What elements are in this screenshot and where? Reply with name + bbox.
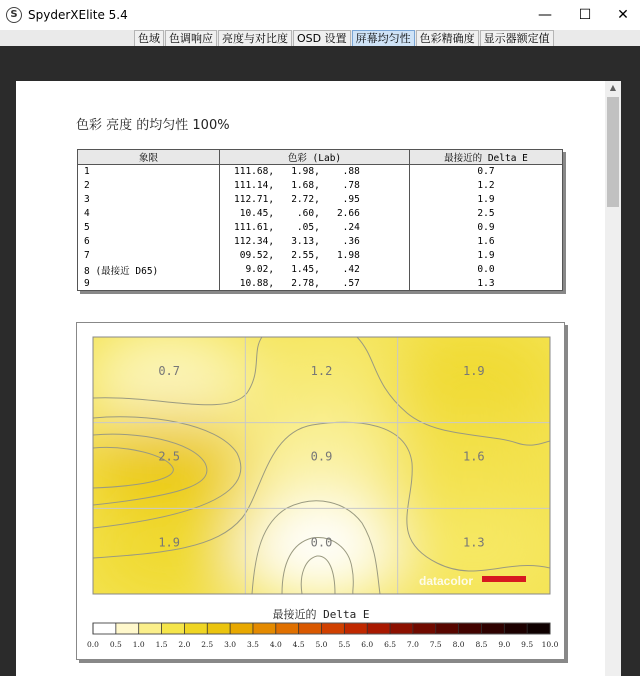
app-icon: S <box>6 7 22 23</box>
tab-gamut[interactable]: 色域 <box>134 30 164 46</box>
delta-e-cell: 0.7 <box>410 165 563 179</box>
quadrant-cell: 5 <box>78 221 220 235</box>
legend-swatch <box>139 623 162 634</box>
delta-e-cell: 1.3 <box>410 277 563 291</box>
column-header-delta-e: 最接近的 Delta E <box>410 150 563 165</box>
uniformity-heatmap-panel <box>76 322 565 660</box>
column-header-lab: 色彩 (Lab) <box>220 150 410 165</box>
legend-tick-label: 10.0 <box>541 640 559 649</box>
table-row <box>78 221 563 235</box>
legend-tick-label: 6.5 <box>384 640 397 649</box>
legend-tick-label: 5.5 <box>338 640 351 649</box>
delta-e-cell: 1.9 <box>410 193 563 207</box>
legend-swatch <box>93 623 116 634</box>
datacolor-watermark: datacolor <box>419 574 474 588</box>
quadrant-value-7: 1.9 <box>158 535 181 550</box>
legend-swatch <box>322 623 345 634</box>
delta-e-cell: 1.6 <box>410 235 563 249</box>
legend-tick-label: 0.0 <box>87 640 99 649</box>
delta-e-cell: 1.2 <box>410 179 563 193</box>
legend-tick-label: 4.5 <box>292 640 305 649</box>
vertical-scrollbar[interactable] <box>605 81 621 676</box>
legend-tick-label: 1.0 <box>132 640 145 649</box>
quadrant-value-6: 1.6 <box>462 449 485 464</box>
legend-swatch <box>344 623 367 634</box>
quadrant-cell: 9 <box>78 277 220 291</box>
table-row <box>78 249 563 263</box>
lab-cell: 111.68, 1.98, .88 <box>220 165 410 179</box>
legend-swatch <box>504 623 527 634</box>
legend-tick-label: 8.5 <box>475 640 488 649</box>
legend-tick-label: 2.0 <box>178 640 191 649</box>
table-row <box>78 165 563 179</box>
legend-swatch <box>276 623 299 634</box>
legend-tick-label: 9.5 <box>521 640 534 649</box>
color-scale-legend <box>87 623 559 649</box>
lab-cell: 111.14, 1.68, .78 <box>220 179 410 193</box>
quadrant-cell: 6 <box>78 235 220 249</box>
tab-tone-response[interactable]: 色调响应 <box>165 30 217 46</box>
table-row <box>78 263 563 277</box>
legend-swatch <box>116 623 139 634</box>
legend-tick-label: 1.5 <box>155 640 168 649</box>
scrollbar-thumb[interactable] <box>607 97 619 207</box>
tab-brightness-contrast[interactable]: 亮度与对比度 <box>218 30 292 46</box>
legend-tick-label: 3.5 <box>246 640 259 649</box>
title-bar <box>0 0 640 30</box>
tab-bar <box>134 30 555 46</box>
watermark-bar <box>482 576 526 582</box>
legend-swatch <box>184 623 207 634</box>
legend-tick-label: 6.0 <box>361 640 374 649</box>
legend-swatch <box>367 623 390 634</box>
quadrant-value-1: 0.7 <box>158 364 181 378</box>
table-row <box>78 179 563 193</box>
report-viewer <box>0 46 640 676</box>
quadrant-cell: 4 <box>78 207 220 221</box>
delta-e-cell: 2.5 <box>410 207 563 221</box>
legend-tick-label: 5.0 <box>315 640 328 649</box>
legend-swatch <box>162 623 185 634</box>
column-header-quadrant: 象限 <box>78 150 220 165</box>
report-page <box>16 81 605 676</box>
legend-tick-label: 8.0 <box>452 640 465 649</box>
legend-tick-label: 0.5 <box>109 640 122 649</box>
legend-swatch <box>481 623 504 634</box>
quadrant-value-9: 1.3 <box>462 535 485 550</box>
lab-cell: 9.02, 1.45, .42 <box>220 263 410 277</box>
heat-cell-9 <box>390 500 558 603</box>
legend-tick-label: 7.0 <box>406 640 419 649</box>
lab-cell: 112.71, 2.72, .95 <box>220 193 410 207</box>
table-row <box>78 235 563 249</box>
heat-cell-8 <box>238 500 406 603</box>
legend-tick-label: 3.0 <box>224 640 237 649</box>
legend-tick-label: 4.0 <box>269 640 282 649</box>
quadrant-cell: 3 <box>78 193 220 207</box>
table-header-row <box>78 150 563 165</box>
minimize-button[interactable]: — <box>538 7 552 23</box>
tab-screen-uniformity[interactable]: 屏幕均匀性 <box>352 30 415 46</box>
lab-cell: 09.52, 2.55, 1.98 <box>220 249 410 263</box>
legend-swatch <box>253 623 276 634</box>
delta-e-cell: 0.0 <box>410 263 563 277</box>
uniformity-heatmap <box>77 323 566 661</box>
lab-cell: 111.61, .05, .24 <box>220 221 410 235</box>
tab-display-rating[interactable]: 显示器额定值 <box>480 30 554 46</box>
legend-tick-label: 7.5 <box>429 640 442 649</box>
tab-color-accuracy[interactable]: 色彩精确度 <box>416 30 479 46</box>
scroll-up-arrow-icon[interactable]: ▲ <box>609 83 617 92</box>
table-row <box>78 277 563 291</box>
quadrant-cell: 1 <box>78 165 220 179</box>
legend-tick-label: 9.0 <box>498 640 511 649</box>
quadrant-value-3: 1.9 <box>462 364 485 378</box>
legend-swatch <box>413 623 436 634</box>
legend-swatch <box>459 623 482 634</box>
lab-cell: 10.88, 2.78, .57 <box>220 277 410 291</box>
window-title: SpyderXElite 5.4 <box>28 8 128 22</box>
quadrant-value-5: 0.9 <box>310 449 333 464</box>
maximize-button[interactable]: ☐ <box>578 7 592 23</box>
legend-swatch <box>390 623 413 634</box>
legend-title: 最接近的 Delta E <box>272 608 370 621</box>
report-title: 色彩 亮度 的均匀性 100% <box>76 118 230 133</box>
quadrant-value-4: 2.5 <box>158 449 181 464</box>
close-button[interactable]: ✕ <box>617 7 629 23</box>
legend-swatch <box>207 623 230 634</box>
quadrant-cell: 2 <box>78 179 220 193</box>
quadrant-value-2: 1.2 <box>310 364 333 378</box>
delta-e-cell: 1.9 <box>410 249 563 263</box>
legend-swatch <box>527 623 550 634</box>
lab-cell: 10.45, .60, 2.66 <box>220 207 410 221</box>
lab-cell: 112.34, 3.13, .36 <box>220 235 410 249</box>
uniformity-table <box>77 149 563 291</box>
table-row <box>78 193 563 207</box>
legend-swatch <box>436 623 459 634</box>
table-row <box>78 207 563 221</box>
quadrant-value-8: 0.0 <box>310 535 333 550</box>
quadrant-cell: 7 <box>78 249 220 263</box>
legend-tick-label: 2.5 <box>201 640 214 649</box>
tab-strip <box>0 30 640 46</box>
tab-osd-settings[interactable]: OSD 设置 <box>293 30 351 46</box>
legend-swatch <box>230 623 253 634</box>
delta-e-cell: 0.9 <box>410 221 563 235</box>
quadrant-cell: 8 (最接近 D65) <box>78 263 220 277</box>
legend-swatch <box>299 623 322 634</box>
